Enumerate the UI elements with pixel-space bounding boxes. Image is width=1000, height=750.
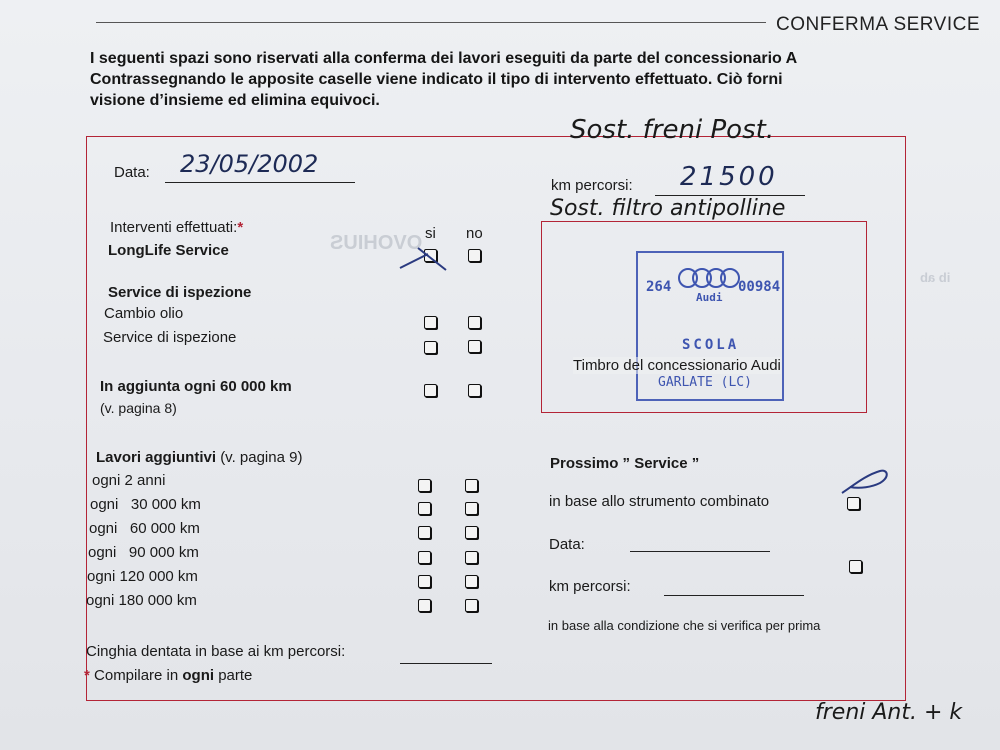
interval-si-checkbox[interactable] — [418, 575, 431, 588]
handwritten-check-mark — [394, 238, 454, 278]
interval-no-checkbox[interactable] — [465, 575, 478, 588]
stamp-brand: Audi — [696, 291, 723, 304]
aggiunta-si-checkbox[interactable] — [424, 384, 437, 397]
prossimo-date-checkbox[interactable] — [849, 560, 862, 573]
compilare-note — [84, 667, 252, 684]
stamp-right-number: 00984 — [738, 279, 781, 295]
date-label: Data: — [114, 164, 150, 181]
lavori-aggiuntivi-label — [96, 449, 302, 466]
interval-si-checkbox[interactable] — [418, 526, 431, 539]
km-label: km percorsi: — [551, 177, 633, 194]
col-si-header: si — [425, 225, 436, 242]
prossimo-km-underline — [664, 595, 804, 596]
page-title: CONFERMA SERVICE — [776, 14, 981, 35]
intro-line: Contrassegnando le apposite caselle viene indicato il tipo di intervento effettuato. Ciò forni — [90, 71, 783, 88]
intro-line: visione d’insieme ed elimina equivoci. — [90, 92, 380, 109]
stamp-city: GARLATE (LC) — [658, 375, 752, 390]
aggiunta-60000-label: In aggiunta ogni 60 000 km — [100, 378, 292, 395]
km-handwritten-value[interactable]: 21500 — [680, 162, 778, 192]
cambio-olio-label: Cambio olio — [104, 305, 184, 322]
service-ispezione-heading: Service di ispezione — [108, 284, 252, 301]
interval-si-checkbox[interactable] — [418, 551, 431, 564]
interval-label: ogni 120 000 km — [87, 568, 198, 585]
prossimo-date-underline — [630, 551, 770, 552]
prossimo-date-label: Data: — [549, 536, 585, 553]
interval-no-checkbox[interactable] — [465, 479, 478, 492]
date-underline — [165, 182, 355, 183]
interval-si-checkbox[interactable] — [418, 479, 431, 492]
dealer-stamp — [636, 251, 784, 401]
interval-label: ogni 30 000 km — [90, 496, 201, 513]
handwritten-note: Sost. freni Post. — [570, 115, 775, 145]
date-handwritten-value[interactable]: 23/05/2002 — [180, 150, 319, 178]
longlife-no-checkbox[interactable] — [468, 249, 481, 262]
interval-label: ogni 90 000 km — [88, 544, 199, 561]
cinghia-underline — [400, 663, 492, 664]
interval-label: ogni 180 000 km — [86, 592, 197, 609]
vedi-pagina-8: (v. pagina 8) — [100, 400, 177, 416]
compilare-prefix: Compilare in — [94, 667, 183, 684]
interval-label: ogni 60 000 km — [89, 520, 200, 537]
strumento-label: in base allo strumento combinato — [549, 493, 770, 510]
header-rule — [96, 22, 766, 23]
audi-rings-logo — [676, 267, 742, 289]
cambio-olio-si-checkbox[interactable] — [424, 316, 437, 329]
required-asterisk: * — [237, 219, 244, 236]
compilare-bold: ogni — [182, 667, 215, 684]
lavori-aggiuntivi-text: Lavori aggiuntivi — [96, 449, 217, 466]
service-ispezione-label: Service di ispezione — [103, 329, 237, 346]
prossimo-service-title: Prossimo ” Service ” — [550, 455, 700, 472]
prossimo-km-label: km percorsi: — [549, 578, 631, 595]
cinghia-label: Cinghia dentata in base ai km percorsi: — [86, 643, 346, 660]
stamp-left-number: 264 — [646, 279, 672, 295]
interval-label: ogni 2 anni — [92, 472, 166, 489]
interventions-label — [110, 219, 243, 236]
service-ispezione-no-checkbox[interactable] — [468, 340, 481, 353]
service-ispezione-si-checkbox[interactable] — [424, 341, 437, 354]
stamp-caption: Timbro del concessionario Audi — [573, 357, 781, 374]
handwritten-note: Sost. filtro antipolline — [550, 196, 786, 221]
interval-no-checkbox[interactable] — [465, 551, 478, 564]
interval-no-checkbox[interactable] — [465, 526, 478, 539]
interval-no-checkbox[interactable] — [465, 502, 478, 515]
condizione-label: in base alla condizione che si verifica per prima — [548, 618, 821, 633]
aggiunta-no-checkbox[interactable] — [468, 384, 481, 397]
required-asterisk: * — [84, 667, 90, 684]
col-no-header: no — [466, 225, 483, 242]
interventions-label-text: Interventi effettuati: — [110, 219, 238, 236]
bleed-through-mark: OVOHIUS — [330, 232, 423, 254]
intro-paragraph — [90, 48, 1000, 111]
bleed-through-mark: ib ab — [920, 270, 951, 285]
stamp-dealer-name: SCOLA — [682, 337, 740, 353]
longlife-service-label: LongLife Service — [108, 242, 229, 259]
handwritten-check-mark — [836, 465, 896, 501]
handwritten-note: freni Ant. + k — [815, 700, 963, 725]
compilare-suffix: parte — [214, 667, 253, 684]
intro-line: I seguenti spazi sono riservati alla conferma dei lavori eseguiti da parte del concessionario A — [90, 50, 798, 67]
interval-si-checkbox[interactable] — [418, 599, 431, 612]
vedi-pagina-9: (v. pagina 9) — [220, 449, 303, 466]
interval-si-checkbox[interactable] — [418, 502, 431, 515]
interval-no-checkbox[interactable] — [465, 599, 478, 612]
cambio-olio-no-checkbox[interactable] — [468, 316, 481, 329]
